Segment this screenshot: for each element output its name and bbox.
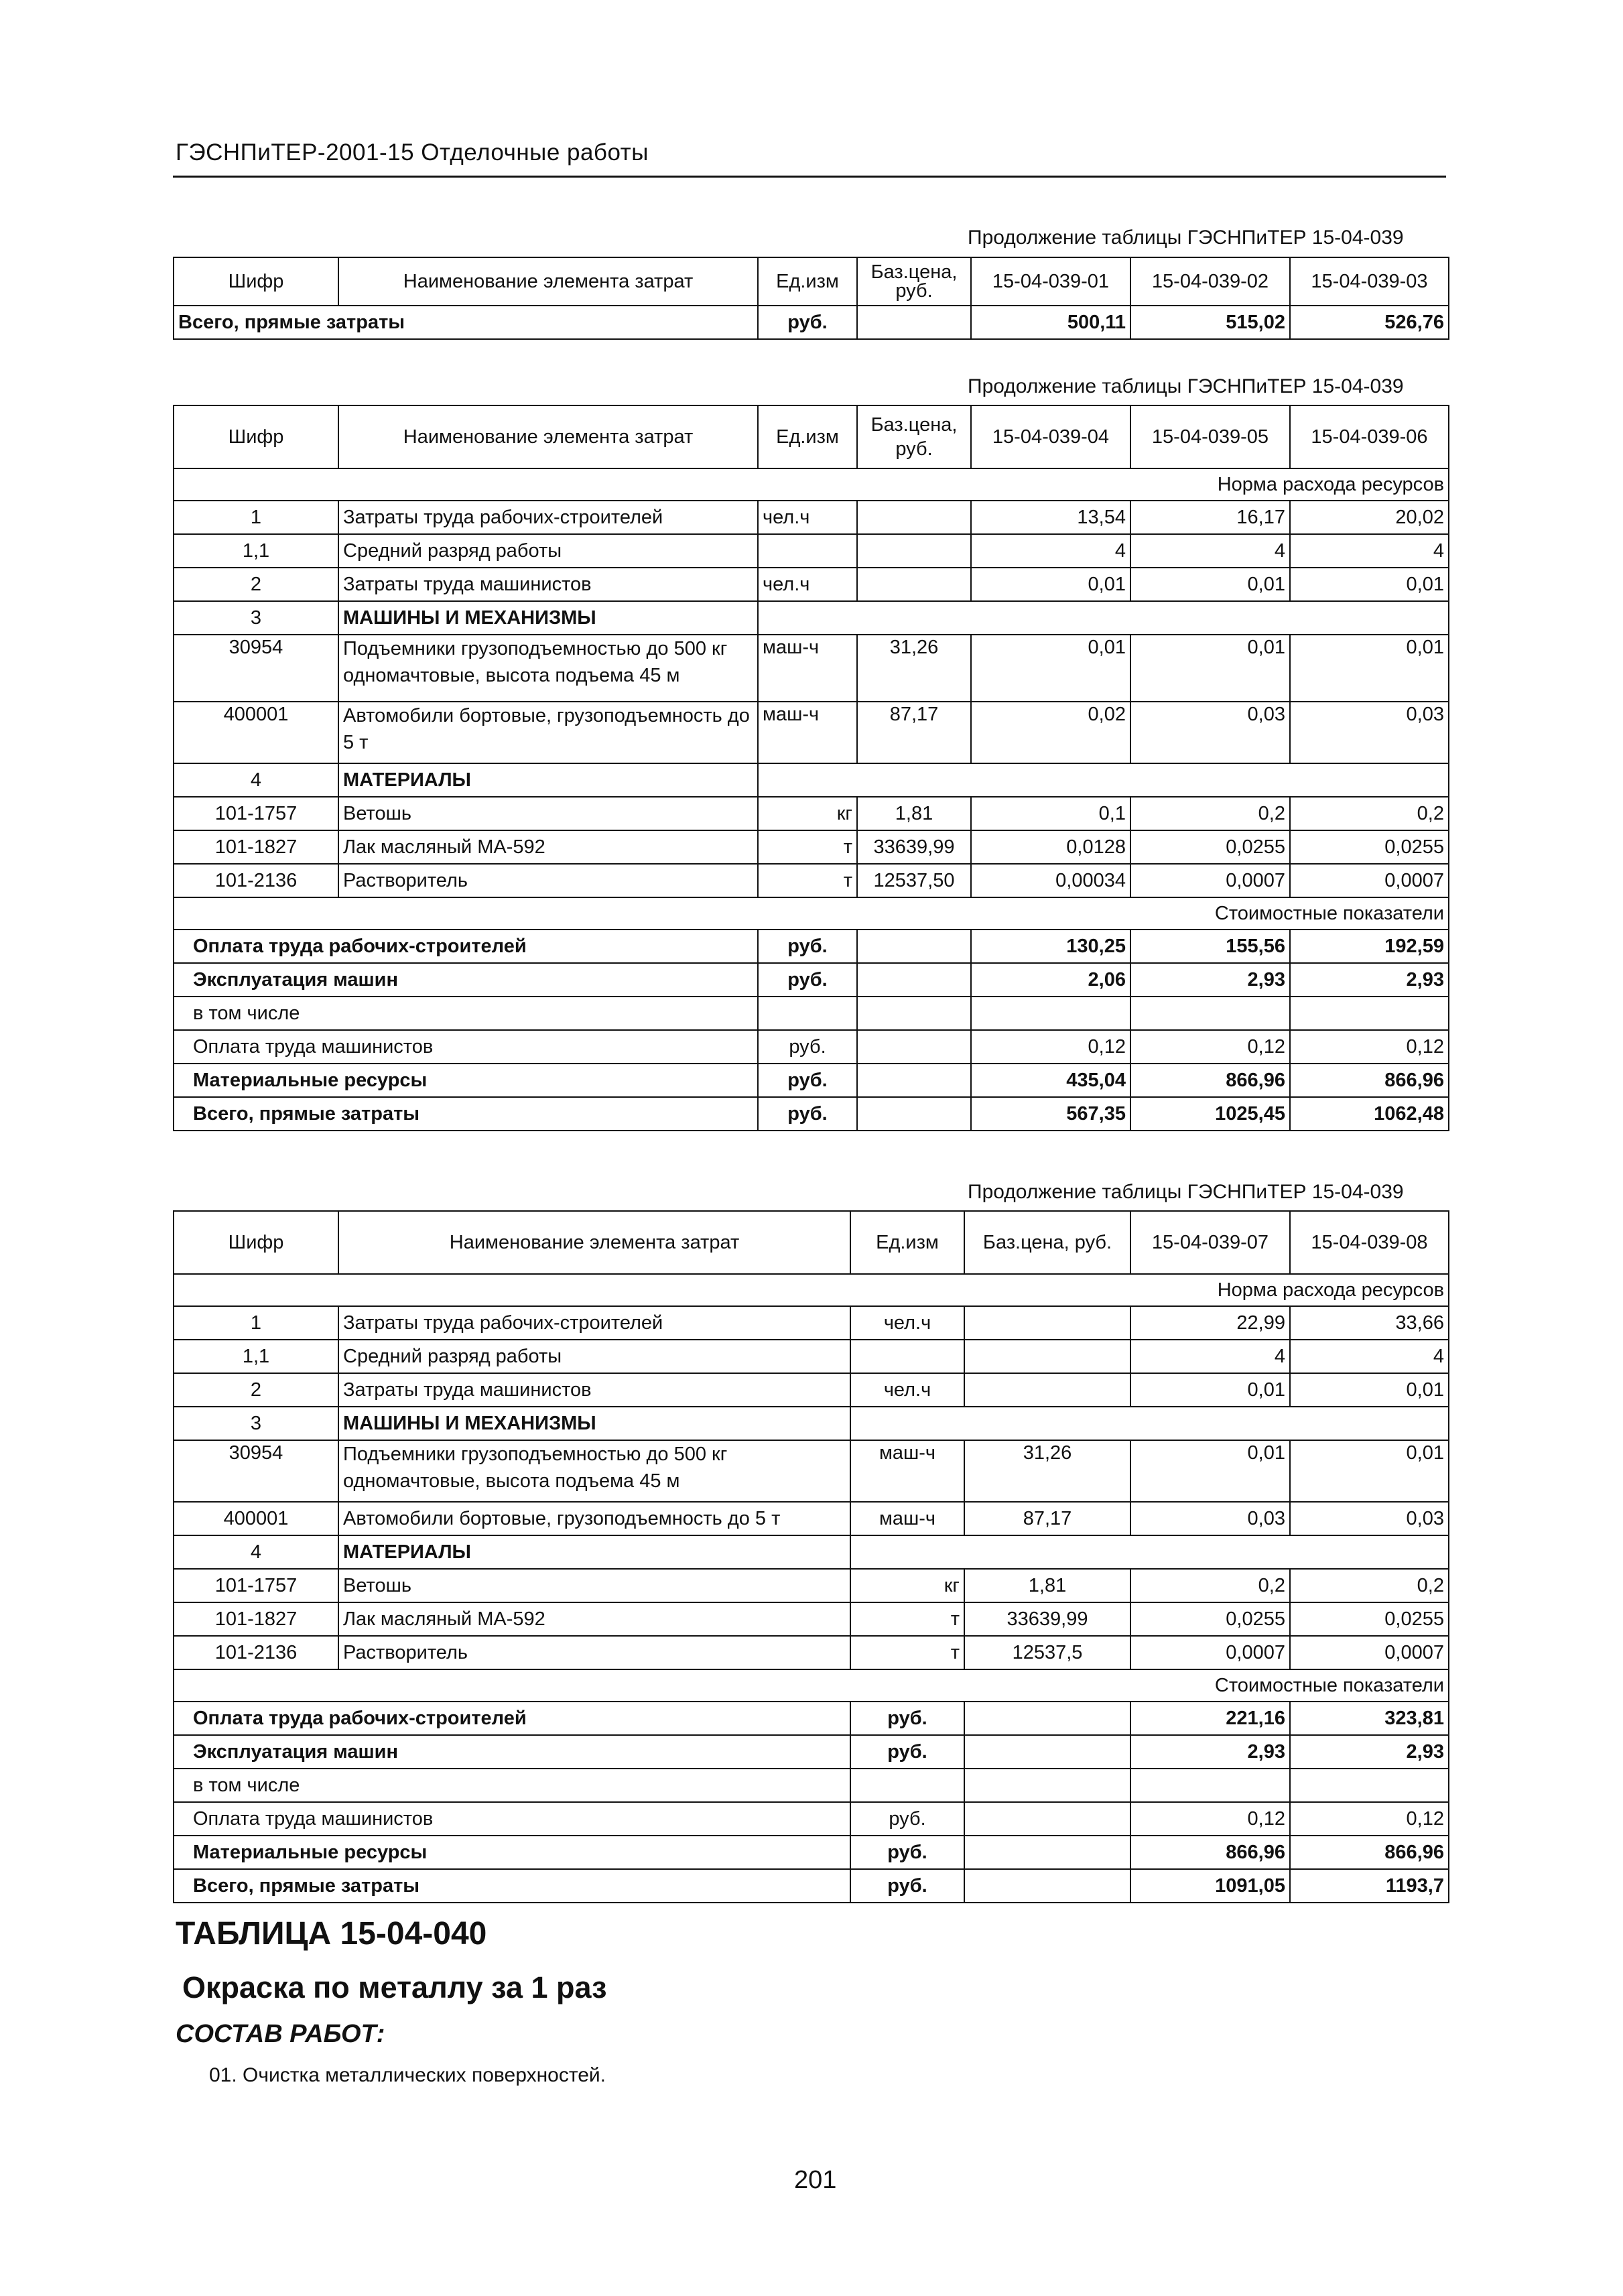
cost-unit: руб. bbox=[758, 1064, 857, 1097]
row-code: 2 bbox=[174, 568, 338, 601]
empty-cell bbox=[857, 1064, 971, 1097]
row-code: 1,1 bbox=[174, 1340, 338, 1373]
row-code: 400001 bbox=[174, 1502, 338, 1535]
row-price: 1,81 bbox=[857, 797, 971, 830]
row-price: 33639,99 bbox=[964, 1602, 1130, 1636]
row-name: Затраты труда машинистов bbox=[338, 1373, 850, 1407]
col-header: 15-04-039-04 bbox=[971, 405, 1130, 468]
cost-value: 2,93 bbox=[1290, 1735, 1449, 1769]
section-cost: Стоимостные показатели bbox=[174, 897, 1449, 930]
row-value: 0,01 bbox=[1290, 1373, 1449, 1407]
col-header: 15-04-039-07 bbox=[1130, 1211, 1290, 1274]
cost-name: Оплата труда машинистов bbox=[174, 1802, 850, 1836]
row-name: Автомобили бортовые, грузоподъемность до 5 т bbox=[338, 1502, 850, 1535]
empty-cell bbox=[964, 1735, 1130, 1769]
col-price-header: Баз.цена, руб. bbox=[964, 1211, 1130, 1274]
cost-unit: руб. bbox=[758, 930, 857, 963]
col-unit-header: Ед.изм bbox=[758, 257, 857, 306]
row-value: 22,99 bbox=[1130, 1306, 1290, 1340]
col-header: 15-04-039-05 bbox=[1130, 405, 1290, 468]
cost-name: в том числе bbox=[174, 1769, 850, 1802]
row-unit: т bbox=[850, 1602, 964, 1636]
table-040-subtitle: Окраска по металлу за 1 раз bbox=[182, 1970, 607, 2004]
row-name: Затраты труда рабочих-строителей bbox=[338, 501, 758, 534]
row-price bbox=[964, 1373, 1130, 1407]
table3-caption: Продолжение таблицы ГЭСНПиТЕР 15-04-039 bbox=[968, 1181, 1404, 1203]
cost-value: 1193,7 bbox=[1290, 1869, 1449, 1903]
cost-value bbox=[971, 997, 1130, 1030]
cost-name: Эксплуатация машин bbox=[174, 963, 758, 997]
row-price: 33639,99 bbox=[857, 830, 971, 864]
row-unit: чел.ч bbox=[850, 1373, 964, 1407]
col-name-header: Наименование элемента затрат bbox=[338, 1211, 850, 1274]
row-unit: чел.ч bbox=[758, 568, 857, 601]
cost-unit: руб. bbox=[850, 1735, 964, 1769]
row-price: 12537,50 bbox=[857, 864, 971, 897]
row-value: 0,01 bbox=[1130, 1373, 1290, 1407]
row-value: 0,0255 bbox=[1290, 830, 1449, 864]
cost-value bbox=[1290, 997, 1449, 1030]
row-unit: т bbox=[758, 830, 857, 864]
row-value: 0,0255 bbox=[1130, 1602, 1290, 1636]
row-value: 0,2 bbox=[1130, 1569, 1290, 1602]
row-value: 0,01 bbox=[1290, 635, 1449, 702]
section-name: МАШИНЫ И МЕХАНИЗМЫ bbox=[338, 601, 758, 635]
cost-value: 0,12 bbox=[1130, 1802, 1290, 1836]
row-code: 101-1827 bbox=[174, 1602, 338, 1636]
row-code: 101-1757 bbox=[174, 797, 338, 830]
row-value: 0,2 bbox=[1290, 1569, 1449, 1602]
row-code: 4 bbox=[174, 1535, 338, 1569]
row-value: 4 bbox=[1130, 1340, 1290, 1373]
row-code: 30954 bbox=[174, 1440, 338, 1502]
row-value: 0,0007 bbox=[1290, 1636, 1449, 1669]
row-name: Средний разряд работы bbox=[338, 534, 758, 568]
row-code: 4 bbox=[174, 763, 338, 797]
row-price: 87,17 bbox=[964, 1502, 1130, 1535]
total-value: 515,02 bbox=[1130, 306, 1290, 339]
cost-value bbox=[1130, 1769, 1290, 1802]
cost-value: 130,25 bbox=[971, 930, 1130, 963]
cost-value: 0,12 bbox=[971, 1030, 1130, 1064]
row-code: 3 bbox=[174, 601, 338, 635]
table2-caption: Продолжение таблицы ГЭСНПиТЕР 15-04-039 bbox=[968, 375, 1404, 397]
row-name: Растворитель bbox=[338, 1636, 850, 1669]
cost-value: 323,81 bbox=[1290, 1702, 1449, 1735]
row-value: 0,1 bbox=[971, 797, 1130, 830]
cost-name: Эксплуатация машин bbox=[174, 1735, 850, 1769]
empty-cell bbox=[857, 1097, 971, 1131]
cost-unit: руб. bbox=[850, 1836, 964, 1869]
row-value: 4 bbox=[971, 534, 1130, 568]
cost-unit: руб. bbox=[758, 1030, 857, 1064]
row-price bbox=[964, 1340, 1130, 1373]
page-number: 201 bbox=[794, 2166, 837, 2194]
running-header: ГЭСНПиТЕР-2001-15 Отделочные работы bbox=[176, 139, 649, 166]
col-header: 15-04-039-02 bbox=[1130, 257, 1290, 306]
row-value: 0,03 bbox=[1130, 1502, 1290, 1535]
cost-value: 435,04 bbox=[971, 1064, 1130, 1097]
row-unit bbox=[758, 534, 857, 568]
row-value: 0,03 bbox=[1290, 1502, 1449, 1535]
empty-cell bbox=[857, 306, 971, 339]
empty-cell bbox=[850, 1535, 1449, 1569]
table1-caption: Продолжение таблицы ГЭСНПиТЕР 15-04-039 bbox=[968, 227, 1404, 249]
row-code: 1 bbox=[174, 1306, 338, 1340]
row-name: Ветошь bbox=[338, 1569, 850, 1602]
col-price-header: Баз.цена, руб. bbox=[857, 257, 971, 306]
row-price bbox=[964, 1306, 1130, 1340]
cost-unit: руб. bbox=[850, 1802, 964, 1836]
empty-cell bbox=[857, 963, 971, 997]
row-value: 0,01 bbox=[1130, 1440, 1290, 1502]
col-header: 15-04-039-03 bbox=[1290, 257, 1449, 306]
row-value: 0,01 bbox=[971, 635, 1130, 702]
row-value: 4 bbox=[1290, 534, 1449, 568]
empty-cell bbox=[857, 1030, 971, 1064]
row-value: 33,66 bbox=[1290, 1306, 1449, 1340]
empty-cell bbox=[850, 1407, 1449, 1440]
row-unit: маш-ч bbox=[850, 1440, 964, 1502]
cost-value: 155,56 bbox=[1130, 930, 1290, 963]
col-name-header: Наименование элемента затрат bbox=[338, 405, 758, 468]
row-name: Средний разряд работы bbox=[338, 1340, 850, 1373]
header-rule bbox=[173, 176, 1446, 178]
row-value: 0,0007 bbox=[1130, 864, 1290, 897]
row-value: 0,0007 bbox=[1290, 864, 1449, 897]
empty-cell bbox=[964, 1869, 1130, 1903]
row-price bbox=[857, 568, 971, 601]
section-norm: Норма расхода ресурсов bbox=[174, 1274, 1449, 1306]
cost-name: Материальные ресурсы bbox=[174, 1836, 850, 1869]
row-code: 400001 bbox=[174, 702, 338, 763]
cost-name: Оплата труда машинистов bbox=[174, 1030, 758, 1064]
section-name: МАТЕРИАЛЫ bbox=[338, 1535, 850, 1569]
cost-value bbox=[1290, 1769, 1449, 1802]
row-unit: маш-ч bbox=[758, 635, 857, 702]
work-composition-item: 01. Очистка металлических поверхностей. bbox=[209, 2064, 606, 2086]
row-price: 1,81 bbox=[964, 1569, 1130, 1602]
cost-name: в том числе bbox=[174, 997, 758, 1030]
total-value: 500,11 bbox=[971, 306, 1130, 339]
row-unit: маш-ч bbox=[850, 1502, 964, 1535]
cost-unit: руб. bbox=[758, 1097, 857, 1131]
row-unit: т bbox=[758, 864, 857, 897]
section-norm: Норма расхода ресурсов bbox=[174, 468, 1449, 501]
col-code-header: Шифр bbox=[174, 257, 338, 306]
cost-unit bbox=[758, 997, 857, 1030]
cost-value: 221,16 bbox=[1130, 1702, 1290, 1735]
cost-value: 2,93 bbox=[1290, 963, 1449, 997]
row-value: 0,01 bbox=[1130, 635, 1290, 702]
row-unit: чел.ч bbox=[758, 501, 857, 534]
cost-value: 866,96 bbox=[1130, 1836, 1290, 1869]
row-code: 101-1827 bbox=[174, 830, 338, 864]
empty-cell bbox=[758, 763, 1449, 797]
row-value: 4 bbox=[1130, 534, 1290, 568]
row-price: 31,26 bbox=[964, 1440, 1130, 1502]
row-value: 0,00034 bbox=[971, 864, 1130, 897]
row-code: 2 bbox=[174, 1373, 338, 1407]
row-price: 31,26 bbox=[857, 635, 971, 702]
row-value: 0,0255 bbox=[1130, 830, 1290, 864]
cost-name: Всего, прямые затраты bbox=[174, 1097, 758, 1131]
cost-unit: руб. bbox=[850, 1702, 964, 1735]
row-unit: кг bbox=[758, 797, 857, 830]
cost-value bbox=[1130, 997, 1290, 1030]
row-name: Ветошь bbox=[338, 797, 758, 830]
row-value: 0,2 bbox=[1290, 797, 1449, 830]
work-composition-label: СОСТАВ РАБОТ: bbox=[176, 2020, 385, 2048]
cost-value: 1025,45 bbox=[1130, 1097, 1290, 1131]
cost-value: 0,12 bbox=[1290, 1030, 1449, 1064]
section-name: МАШИНЫ И МЕХАНИЗМЫ bbox=[338, 1407, 850, 1440]
total-value: 526,76 bbox=[1290, 306, 1449, 339]
cost-value: 567,35 bbox=[971, 1097, 1130, 1131]
empty-cell bbox=[758, 601, 1449, 635]
col-unit-header: Ед.изм bbox=[850, 1211, 964, 1274]
row-value: 20,02 bbox=[1290, 501, 1449, 534]
section-cost: Стоимостные показатели bbox=[174, 1669, 1449, 1702]
row-name: Затраты труда рабочих-строителей bbox=[338, 1306, 850, 1340]
col-code-header: Шифр bbox=[174, 1211, 338, 1274]
row-value: 4 bbox=[1290, 1340, 1449, 1373]
col-unit-header: Ед.изм bbox=[758, 405, 857, 468]
col-price-header: Баз.цена, руб. bbox=[857, 405, 971, 468]
row-name: Подъемники грузоподъемностью до 500 кг одномачтовые, высота подъема 45 м bbox=[338, 1440, 850, 1502]
row-value: 0,03 bbox=[1130, 702, 1290, 763]
row-value: 13,54 bbox=[971, 501, 1130, 534]
row-name: Растворитель bbox=[338, 864, 758, 897]
col-header: 15-04-039-01 bbox=[971, 257, 1130, 306]
row-value: 16,17 bbox=[1130, 501, 1290, 534]
empty-cell bbox=[964, 1769, 1130, 1802]
row-value: 0,0007 bbox=[1130, 1636, 1290, 1669]
row-value: 0,02 bbox=[971, 702, 1130, 763]
row-name: Подъемники грузоподъемностью до 500 кг одномачтовые, высота подъема 45 м bbox=[338, 635, 758, 702]
col-code-header: Шифр bbox=[174, 405, 338, 468]
cost-unit: руб. bbox=[850, 1869, 964, 1903]
row-price: 87,17 bbox=[857, 702, 971, 763]
cost-value: 2,93 bbox=[1130, 1735, 1290, 1769]
cost-name: Оплата труда рабочих-строителей bbox=[174, 930, 758, 963]
row-value: 0,2 bbox=[1130, 797, 1290, 830]
row-unit: маш-ч bbox=[758, 702, 857, 763]
empty-cell bbox=[857, 930, 971, 963]
col-header: 15-04-039-08 bbox=[1290, 1211, 1449, 1274]
table1 bbox=[173, 257, 1449, 340]
row-unit bbox=[850, 1340, 964, 1373]
table3 bbox=[173, 1210, 1449, 1903]
row-code: 30954 bbox=[174, 635, 338, 702]
row-value: 0,01 bbox=[971, 568, 1130, 601]
table2 bbox=[173, 405, 1449, 1131]
empty-cell bbox=[964, 1802, 1130, 1836]
cost-value: 1091,05 bbox=[1130, 1869, 1290, 1903]
row-value: 0,03 bbox=[1290, 702, 1449, 763]
cost-name: Материальные ресурсы bbox=[174, 1064, 758, 1097]
row-code: 1 bbox=[174, 501, 338, 534]
col-header: 15-04-039-06 bbox=[1290, 405, 1449, 468]
row-price: 12537,5 bbox=[964, 1636, 1130, 1669]
row-code: 101-2136 bbox=[174, 864, 338, 897]
cost-name: Всего, прямые затраты bbox=[174, 1869, 850, 1903]
row-name: Затраты труда машинистов bbox=[338, 568, 758, 601]
row-value: 0,01 bbox=[1290, 568, 1449, 601]
total-label: Всего, прямые затраты bbox=[174, 306, 758, 339]
cost-value: 192,59 bbox=[1290, 930, 1449, 963]
empty-cell bbox=[857, 997, 971, 1030]
cost-name: Оплата труда рабочих-строителей bbox=[174, 1702, 850, 1735]
row-unit: т bbox=[850, 1636, 964, 1669]
section-name: МАТЕРИАЛЫ bbox=[338, 763, 758, 797]
cost-value: 1062,48 bbox=[1290, 1097, 1449, 1131]
row-unit: чел.ч bbox=[850, 1306, 964, 1340]
cost-unit bbox=[850, 1769, 964, 1802]
table-040-title: ТАБЛИЦА 15-04-040 bbox=[176, 1916, 487, 1952]
cost-value: 0,12 bbox=[1130, 1030, 1290, 1064]
row-value: 0,01 bbox=[1290, 1440, 1449, 1502]
row-price bbox=[857, 501, 971, 534]
col-name-header: Наименование элемента затрат bbox=[338, 257, 758, 306]
cost-value: 866,96 bbox=[1290, 1836, 1449, 1869]
row-unit: кг bbox=[850, 1569, 964, 1602]
row-name: Лак масляный МА-592 bbox=[338, 1602, 850, 1636]
row-price bbox=[857, 534, 971, 568]
row-code: 101-2136 bbox=[174, 1636, 338, 1669]
row-name: Лак масляный МА-592 bbox=[338, 830, 758, 864]
total-unit: руб. bbox=[758, 306, 857, 339]
cost-unit: руб. bbox=[758, 963, 857, 997]
cost-value: 2,06 bbox=[971, 963, 1130, 997]
row-code: 3 bbox=[174, 1407, 338, 1440]
row-name: Автомобили бортовые, грузоподъемность до 5 т bbox=[338, 702, 758, 763]
cost-value: 866,96 bbox=[1130, 1064, 1290, 1097]
empty-cell bbox=[964, 1702, 1130, 1735]
cost-value: 866,96 bbox=[1290, 1064, 1449, 1097]
empty-cell bbox=[964, 1836, 1130, 1869]
row-code: 101-1757 bbox=[174, 1569, 338, 1602]
cost-value: 0,12 bbox=[1290, 1802, 1449, 1836]
row-value: 0,0255 bbox=[1290, 1602, 1449, 1636]
cost-value: 2,93 bbox=[1130, 963, 1290, 997]
row-value: 0,01 bbox=[1130, 568, 1290, 601]
row-code: 1,1 bbox=[174, 534, 338, 568]
row-value: 0,0128 bbox=[971, 830, 1130, 864]
